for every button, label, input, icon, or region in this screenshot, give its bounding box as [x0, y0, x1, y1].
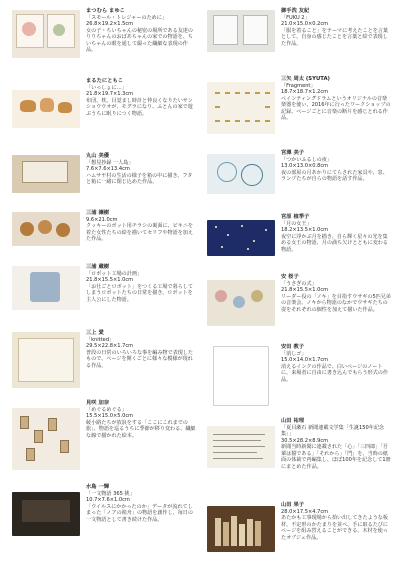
work-size: 26.8×19.2×1.5cm	[86, 21, 134, 27]
artist-name: 見咲 加奈	[86, 400, 110, 406]
artwork-thumbnail	[12, 10, 80, 58]
work-title: 「消しゴ」	[281, 350, 307, 357]
entry-miura-j	[12, 210, 196, 258]
entry-text	[86, 330, 196, 369]
entry-mitarai	[207, 8, 391, 72]
work-description: クッキーのポット用チラシの裏面に、ビキニを着た女性たちの絵を描いてセリフや物語を加えた作品。	[86, 223, 193, 242]
work-description: あたかも工事現場から拾い出してきたような板材、不定形のかたまりを並べ、手に取るたびにページを組み替えることができる、木材を使ったオブジェ作品。	[281, 515, 388, 541]
work-title: 「一文物語 365 挑」	[86, 490, 135, 497]
work-size: 13.0×13.0×0.8cm	[281, 163, 329, 169]
work-description: 夜空に浮かぶ月を描き、自ら輝く星々の光を集める女王の物語、月の満ち欠けとともに変わる物語。	[281, 233, 388, 253]
entry-miyahara	[207, 214, 391, 270]
work-description: 綾小路たちが放浪をする「ここにこれまでの旅」、物語を巡るうちに季節が移り変わる、繊細な線で描かれた絵本。	[86, 419, 196, 439]
work-description: 女の子・ちいちゃんの秘密の場所である友達のりりちゃんのおばあちゃんの家での物語を、ちいちゃんの眼を通して綴った繊細な表現の作品。	[86, 27, 193, 53]
artist-name: 御手洗 友紀	[281, 8, 310, 14]
work-description: ペインティングドラムというオリジナルの音楽楽器を使い、2016年に行ったワークショップの記録、ページごとに音楽の断片を感じとれる作品。	[281, 95, 391, 121]
work-title: 「ロボット工場の計画」	[86, 270, 143, 277]
work-title: 「つかいふるしの夜」	[281, 156, 332, 163]
artwork-thumbnail	[207, 220, 275, 256]
artist-name: 三浦 蔵樹	[86, 264, 110, 270]
work-description: 新聞当時新聞に連載された「心」「三四郎」「吾輩は猫である」「それから」「門」を、当時の紙面の体裁で再編集し、ほぼ100年を記念して1冊にまとめた作品。	[281, 444, 391, 470]
work-description: 消えるインクの作品で、白いページのノートに、来場者に自由に書き込んでもらう形式の作品。	[281, 363, 388, 383]
work-size: 21.8×15.5×1.0cm	[86, 277, 134, 283]
work-title: 「スモール・トレジャーのために」	[86, 14, 167, 21]
entry-yasuda	[207, 344, 391, 412]
work-description: 「服を着ること」をテーマに考えたことを言葉として、自身の感じたことを言葉と絵で表現した作品。	[281, 27, 388, 47]
artist-name: 山田 果子	[281, 502, 305, 508]
entry-text	[86, 264, 196, 303]
work-description: 夜の部屋の月あかりにてらされた家具や、窓、ランプたちが自らの物語を話す作品。	[281, 169, 388, 182]
work-size: 18.2×13.5×1.0cm	[281, 227, 329, 233]
work-size: 9.6×21.0cm	[86, 216, 118, 223]
entry-mitsuya	[207, 76, 391, 146]
entry-text	[86, 8, 196, 54]
work-description: 「お仕ごとロボット」をつくる工場で暮らしてしまうロボットたちの日常を描き、ロボットを主人公にした物語。	[86, 283, 193, 303]
entry-maruyama	[12, 153, 196, 205]
entry-text	[281, 418, 391, 470]
work-size: 28.0×17.5×4.7cm	[281, 508, 329, 515]
artwork-thumbnail	[207, 426, 275, 468]
entry-miyazawa	[207, 150, 391, 210]
entry-yamada-k	[207, 502, 391, 562]
work-title: 「knitted」	[86, 336, 115, 343]
artist-name: 三浦 譲樹	[86, 210, 110, 216]
entry-matsumura	[12, 8, 196, 76]
work-description: ハムサヤ村の生活の様子を箱の中に描き、フタと箱に一緒に閉じ込めた作品。	[86, 172, 193, 185]
artist-name: 山田 祐理	[281, 418, 305, 424]
artwork-thumbnail	[207, 506, 275, 552]
artist-name: まるたにともこ	[86, 78, 124, 84]
work-size: 15.5×15.0×5.0cm	[86, 413, 134, 419]
work-size: 21.0×15.0×0.2cm	[281, 21, 329, 27]
entry-text	[86, 400, 196, 439]
artwork-thumbnail	[207, 280, 275, 326]
artwork-thumbnail	[207, 10, 275, 52]
entry-text	[86, 484, 196, 523]
entry-text	[281, 274, 391, 313]
entry-text	[86, 78, 196, 117]
work-size: 15.0×14.0×1.7cm	[281, 357, 329, 363]
work-description: 普段の日常のいろいろな事を編み物で表現したもので、ページを開くごとに様々な模様が現れる作品。	[86, 349, 193, 369]
artwork-thumbnail	[12, 212, 80, 246]
entry-text	[281, 502, 391, 541]
work-title: 「Fragment」	[281, 82, 316, 89]
entry-text	[281, 150, 391, 183]
artwork-thumbnail	[12, 408, 80, 470]
artwork-thumbnail	[12, 266, 80, 310]
artwork-thumbnail	[207, 154, 275, 194]
entry-mizushima	[12, 484, 196, 556]
entry-text	[281, 76, 391, 122]
artist-name: 安 桜子	[281, 274, 299, 280]
entry-text	[281, 8, 391, 47]
artist-name: 安田 教子	[281, 344, 305, 350]
work-title: 「うさぎの式」	[281, 280, 317, 287]
entry-miura-z	[12, 264, 196, 326]
entry-text	[281, 214, 391, 253]
entry-marutani	[12, 78, 196, 150]
work-size: 18.7×18.7×1.2cm	[281, 89, 329, 95]
artwork-thumbnail	[12, 155, 80, 193]
work-title: 「月の女王」	[281, 220, 312, 227]
work-size: 29.5×22.8×1.7cm	[86, 343, 134, 349]
artist-name: 三上 愛	[86, 330, 104, 336]
artist-name: まつむら まゆこ	[86, 8, 125, 14]
work-description: 布団、枕、目覚まし時計と仲良くなりたいサンショウウオが、モグラになり、ふとんの家で遊ぶうちに眠りにつく物語。	[86, 97, 193, 117]
artist-name: 水島 一輝	[86, 484, 110, 490]
artist-name: 宮原 植季子	[281, 214, 310, 220]
artist-name: 三矢 周太 (SYUTA)	[281, 76, 330, 82]
entry-mikami	[12, 330, 196, 394]
work-size: 21.8×19.7×1.3cm	[86, 91, 134, 97]
artwork-thumbnail	[12, 492, 80, 536]
work-size: 21.8×15.5×1.0cm	[281, 287, 329, 293]
entry-text	[86, 210, 196, 243]
work-title: 「FUKU 2」	[281, 14, 310, 21]
entry-yasu	[207, 274, 391, 340]
work-title: 「夏目漱石 新聞連載文学集「生誕150年記念集」」	[281, 424, 385, 437]
work-title: 「いっしょに…」	[86, 84, 127, 91]
work-title: 「めぐるめぐる」	[86, 406, 127, 413]
work-size: 10.7×7.6×1.0cm	[86, 497, 130, 503]
artwork-thumbnail	[213, 346, 269, 406]
artwork-thumbnail	[12, 90, 80, 128]
artist-name: 宮澤 美子	[281, 150, 305, 156]
artwork-thumbnail	[207, 82, 275, 134]
entry-misaki	[12, 400, 196, 478]
work-size: 7.6×7.6×13.4cm	[86, 166, 130, 172]
entry-yamada-y	[207, 418, 391, 498]
work-description: リーダー役の「ノキ」を目指すウサギの5匹兄弟の音楽会、ノキから物語のなかでウサギたちの姿をそれぞれの個性を加えて描いた作品。	[281, 293, 392, 313]
artist-name: 丸山 美優	[86, 153, 110, 159]
work-title: 「想見抄録 一人島」	[86, 159, 134, 166]
entry-text	[281, 344, 391, 383]
entry-text	[86, 153, 196, 186]
work-size: 30.5×28.2×8.9cm	[281, 437, 329, 444]
artwork-thumbnail	[12, 332, 80, 388]
work-description: 「ウイルスにかかったのか」データが流れてしまった「ノアの箱舟」の物語を創作し、毎日の一文物語として書き続けた作品。	[86, 503, 193, 523]
